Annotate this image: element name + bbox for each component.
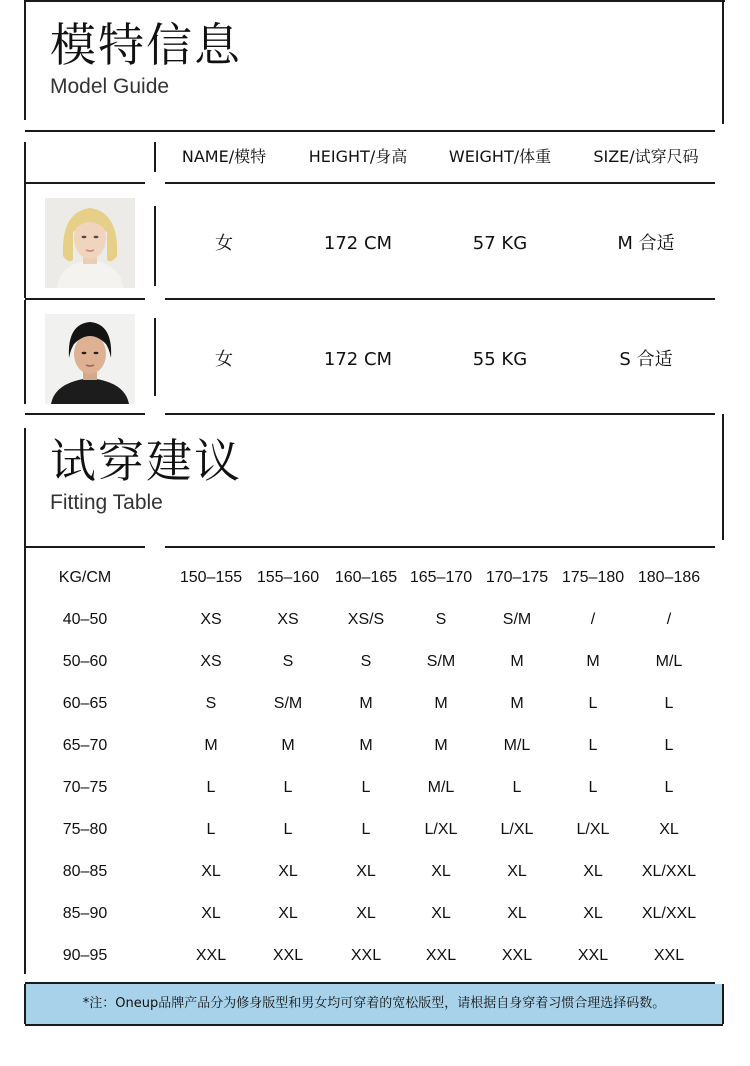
size-cell: S/M [502,611,532,628]
size-cell: XS [200,611,222,628]
size-cell: M [281,737,295,754]
model-2-weight: 55 KG [472,349,528,370]
weight-label: 80–85 [62,863,108,880]
left-border [24,184,26,298]
size-cell: L/XL [576,821,610,838]
size-cell: M [586,653,600,670]
left-border [24,300,26,404]
weight-label: 50–60 [62,653,108,670]
right-border-note [722,984,724,1024]
size-cell: L [206,821,216,838]
header-weight: WEIGHT/体重 [448,147,552,166]
size-cell: M [510,695,524,712]
height-header: 155–160 [256,569,320,586]
size-cell: XL [583,863,603,880]
header-name: NAME/模特 [181,147,267,166]
size-cell: XL/XXL [641,863,697,880]
size-cell: XXL [577,947,609,964]
right-border-fitting [722,414,724,540]
model-1-size: M 合适 [617,233,675,254]
weight-label: 70–75 [62,779,108,796]
model-1-weight: 57 KG [472,233,528,254]
size-cell: XL [278,905,298,922]
size-cell: L [664,695,674,712]
size-cell: L [512,779,522,796]
left-border-top [24,0,26,120]
model-table-top-line [25,130,715,132]
model-1-name: 女 [215,233,233,254]
header-height: HEIGHT/身高 [308,147,408,166]
size-cell: M [359,737,373,754]
size-cell: / [666,611,672,628]
size-cell: L/XL [424,821,458,838]
bottom-border [25,1024,723,1026]
column-divider [154,142,156,172]
fitting-table-top-line-left [25,546,145,548]
size-cell: L/XL [500,821,534,838]
weight-label: 65–70 [62,737,108,754]
row-line-left [25,413,145,415]
size-cell: XL [278,863,298,880]
model-2-height: 172 CM [323,349,393,370]
size-cell: L [664,737,674,754]
size-cell: M [204,737,218,754]
height-header: 160–165 [334,569,398,586]
fitting-title-en: Fitting Table [50,491,163,514]
left-border-note [24,984,26,1024]
size-cell: XL [431,905,451,922]
size-cell: M/L [655,653,683,670]
size-cell: XL/XXL [641,905,697,922]
height-header: 150–155 [179,569,243,586]
size-cell: XL [507,905,527,922]
row-line-right [165,298,715,300]
left-border [24,142,26,184]
size-cell: M/L [427,779,455,796]
size-cell: L [206,779,216,796]
size-cell: S [205,695,217,712]
row-line-left [25,298,145,300]
size-cell: S/M [273,695,303,712]
fitting-table-top-line-right [165,546,715,548]
size-cell: XXL [501,947,533,964]
height-header: 165–170 [409,569,473,586]
left-border-fitting [24,428,26,974]
model-guide-title-en: Model Guide [50,75,170,98]
fitting-title-cn: 试穿建议 [50,434,242,488]
size-cell: M [359,695,373,712]
size-cell: XS [277,611,299,628]
weight-label: 60–65 [62,695,108,712]
model-2-size: S 合适 [619,349,673,370]
header-underline-left [25,182,145,184]
size-cell: S [360,653,372,670]
size-cell: M [510,653,524,670]
model-guide-title-cn: 模特信息 [50,18,242,72]
size-cell: XL [201,905,221,922]
height-header: 180–186 [637,569,701,586]
top-border [25,0,725,2]
size-cell: XS [200,653,222,670]
model-1-height: 172 CM [323,233,393,254]
size-cell: L [283,821,293,838]
size-cell: L [283,779,293,796]
size-cell: XL [659,821,679,838]
size-cell: S [435,611,447,628]
size-cell: XS/S [347,611,385,628]
size-cell: L [588,737,598,754]
size-cell: XL [356,863,376,880]
height-header: 175–180 [561,569,625,586]
size-cell: XXL [425,947,457,964]
size-cell: L [361,821,371,838]
model-2-name: 女 [215,349,233,370]
size-cell: XL [431,863,451,880]
corner-label: KG/CM [58,569,112,586]
size-cell: L [664,779,674,796]
weight-label: 75–80 [62,821,108,838]
column-divider [154,206,156,286]
size-cell: XXL [195,947,227,964]
size-cell: XXL [272,947,304,964]
size-cell: XXL [350,947,382,964]
note-text: *注：Oneup品牌产品分为修身版型和男女均可穿着的宽松版型，请根据自身穿着习惯合理选择码数。 [82,996,666,1011]
model-photo-blonde [45,198,135,288]
note-banner [25,984,723,1024]
column-divider [154,318,156,396]
size-cell: XL [356,905,376,922]
size-cell: M/L [503,737,531,754]
weight-label: 40–50 [62,611,108,628]
weight-label: 85–90 [62,905,108,922]
size-cell: L [588,779,598,796]
size-cell: XXL [653,947,685,964]
size-cell: L [588,695,598,712]
header-size: SIZE/试穿尺码 [593,147,699,166]
model-photo-dark-hair [45,314,135,404]
size-cell: XL [583,905,603,922]
header-underline-right [165,182,715,184]
size-cell: / [590,611,596,628]
size-cell: M [434,695,448,712]
size-cell: XL [201,863,221,880]
size-cell: XL [507,863,527,880]
row-line-right [165,413,715,415]
right-border-top [722,0,724,124]
size-cell: S [282,653,294,670]
size-cell: S/M [426,653,456,670]
height-header: 170–175 [485,569,549,586]
size-cell: L [361,779,371,796]
size-cell: M [434,737,448,754]
weight-label: 90–95 [62,947,108,964]
